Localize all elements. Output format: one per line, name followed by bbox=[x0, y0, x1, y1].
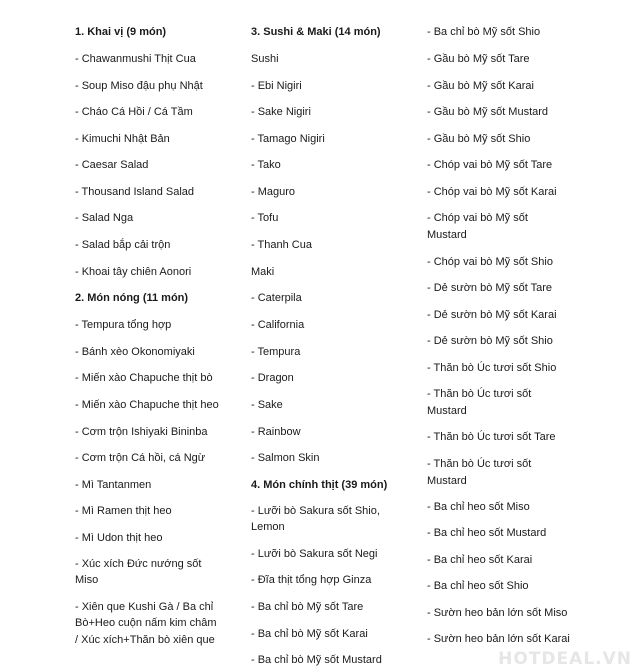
menu-item: - Miến xào Chapuche thịt heo bbox=[75, 399, 219, 411]
menu-item: - Ba chỉ heo sốt Mustard bbox=[427, 527, 547, 539]
menu-item: - Dẻ sườn bò Mỹ sốt Tare bbox=[427, 282, 553, 294]
menu-item: Mustard bbox=[427, 229, 467, 241]
menu-item: - Ba chỉ bò Mỹ sốt Shio bbox=[427, 26, 541, 38]
menu-item: - Xúc xích Đức nướng sốt bbox=[75, 558, 202, 570]
menu-item: - Cơm trộn Cá hồi, cá Ngừ bbox=[75, 452, 206, 464]
menu-item: - Tako bbox=[251, 159, 281, 171]
menu-item: - Soup Miso đậu phụ Nhật bbox=[75, 80, 203, 92]
section-heading: 2. Món nóng (11 món) bbox=[75, 292, 189, 304]
menu-item: Mustard bbox=[427, 475, 467, 487]
menu-item: - Caesar Salad bbox=[75, 159, 149, 171]
menu-item: - Cháo Cá Hồi / Cá Tầm bbox=[75, 106, 193, 118]
menu-item: - Ba chỉ heo sốt Karai bbox=[427, 554, 533, 566]
menu-item: - Sake Nigiri bbox=[251, 106, 311, 118]
menu-item: - Xiên que Kushi Gà / Ba chỉ bbox=[75, 601, 214, 613]
menu-item: - California bbox=[251, 319, 305, 331]
menu-item: - Rainbow bbox=[251, 426, 301, 438]
menu-item: - Dẻ sườn bò Mỹ sốt Karai bbox=[427, 309, 557, 321]
menu-item: - Tamago Nigiri bbox=[251, 133, 325, 145]
menu-item: Lemon bbox=[251, 521, 285, 533]
menu-item: - Chawanmushi Thịt Cua bbox=[75, 53, 196, 65]
menu-item: - Kimuchi Nhật Bản bbox=[75, 133, 170, 145]
menu-item: - Thousand Island Salad bbox=[75, 186, 195, 198]
menu-item: - Ebi Nigiri bbox=[251, 80, 302, 92]
menu-item: Mustard bbox=[427, 405, 467, 417]
menu-item: - Ba chỉ heo sốt Miso bbox=[427, 501, 530, 513]
menu-item: Bò+Heo cuộn nấm kim châm bbox=[75, 617, 217, 629]
menu-item: - Ba chỉ heo sốt Shio bbox=[427, 580, 529, 592]
menu-item: - Caterpila bbox=[251, 292, 302, 304]
menu-item: - Cơm trộn Ishiyaki Bininba bbox=[75, 426, 208, 438]
menu-item: - Ba chỉ bò Mỹ sốt Karai bbox=[251, 628, 368, 640]
menu-item: - Tempura tổng hợp bbox=[75, 319, 172, 331]
menu-item: - Mì Tantanmen bbox=[75, 479, 152, 491]
menu-item: - Dragon bbox=[251, 372, 294, 384]
menu-item: / Xúc xích+Thăn bò xiên que bbox=[75, 634, 215, 646]
menu-item: - Bánh xèo Okonomiyaki bbox=[75, 346, 195, 358]
menu-item: - Tempura bbox=[251, 346, 301, 358]
menu-item: - Ba chỉ bò Mỹ sốt Mustard bbox=[251, 654, 382, 666]
menu-item: - Thăn bò Úc tươi sốt Tare bbox=[427, 431, 556, 443]
menu-item: - Mì Udon thịt heo bbox=[75, 532, 163, 544]
menu-item: - Gầu bò Mỹ sốt Shio bbox=[427, 133, 531, 145]
menu-item: - Đĩa thịt tổng hợp Ginza bbox=[251, 574, 372, 586]
menu-item: - Salad Nga bbox=[75, 212, 134, 224]
menu-item: - Dẻ sườn bò Mỹ sốt Shio bbox=[427, 335, 553, 347]
menu-item: - Salad bắp cải trộn bbox=[75, 239, 171, 251]
menu-item: - Lưỡi bò Sakura sốt Negi bbox=[251, 548, 378, 560]
menu-item: - Thăn bò Úc tươi sốt bbox=[427, 458, 532, 470]
menu-item: - Chóp vai bò Mỹ sốt Shio bbox=[427, 256, 553, 268]
menu-item: - Ba chỉ bò Mỹ sốt Tare bbox=[251, 601, 364, 613]
menu-item: - Mì Ramen thịt heo bbox=[75, 505, 172, 517]
menu-item: - Thăn bò Úc tươi sốt bbox=[427, 388, 532, 400]
menu-item: - Maguro bbox=[251, 186, 296, 198]
menu-item: - Chóp vai bò Mỹ sốt Tare bbox=[427, 159, 553, 171]
menu-item: - Thăn bò Úc tươi sốt Shio bbox=[427, 362, 557, 374]
menu-item: - Chóp vai bò Mỹ sốt bbox=[427, 212, 528, 224]
menu-item: Maki bbox=[251, 266, 275, 278]
menu-item: Miso bbox=[75, 574, 99, 586]
section-heading: 4. Món chính thịt (39 món) bbox=[251, 479, 388, 491]
menu-item: - Salmon Skin bbox=[251, 452, 320, 464]
menu-item: - Lưỡi bò Sakura sốt Shio, bbox=[251, 505, 380, 517]
menu-item: - Chóp vai bò Mỹ sốt Karai bbox=[427, 186, 557, 198]
menu-item: - Sườn heo bản lớn sốt Miso bbox=[427, 607, 568, 619]
menu-item: - Tofu bbox=[251, 212, 279, 224]
menu-item: - Sake bbox=[251, 399, 283, 411]
menu-item: - Gầu bò Mỹ sốt Tare bbox=[427, 53, 530, 65]
section-heading: 1. Khai vị (9 món) bbox=[75, 26, 167, 38]
watermark-logo: HOTDEAL.VN bbox=[498, 649, 632, 669]
menu-item: - Thanh Cua bbox=[251, 239, 312, 251]
menu-item: - Miến xào Chapuche thịt bò bbox=[75, 372, 213, 384]
menu-item: - Gầu bò Mỹ sốt Mustard bbox=[427, 106, 549, 118]
menu-item: - Sườn heo bản lớn sốt Karai bbox=[427, 633, 570, 645]
menu-item: - Gầu bò Mỹ sốt Karai bbox=[427, 80, 534, 92]
menu-item: - Khoai tây chiên Aonori bbox=[75, 266, 192, 278]
section-heading: 3. Sushi & Maki (14 món) bbox=[251, 26, 381, 38]
menu-item: Sushi bbox=[251, 53, 279, 65]
